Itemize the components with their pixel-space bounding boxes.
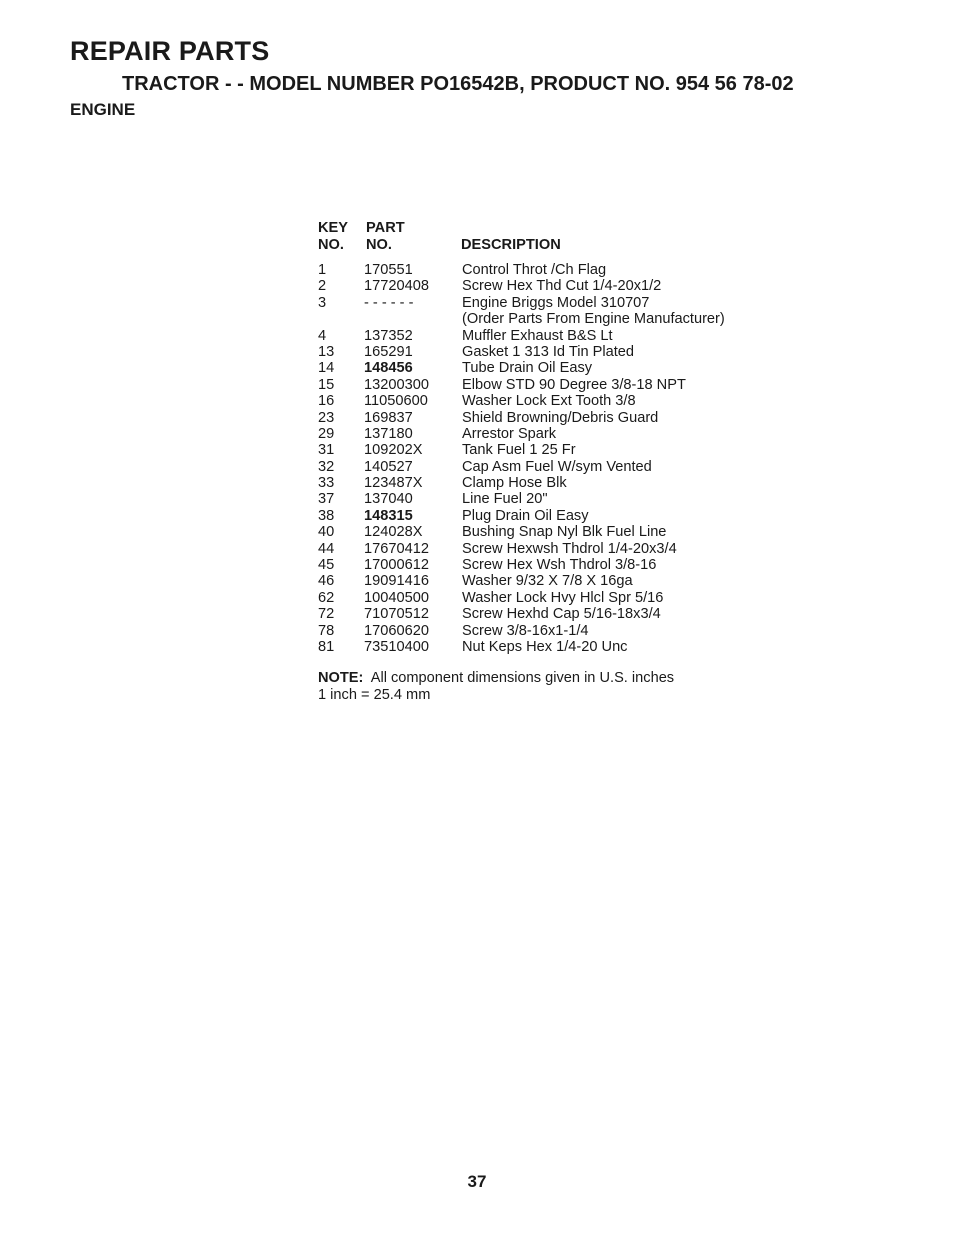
table-row bbox=[318, 410, 674, 426]
part-number: 137352 bbox=[364, 327, 413, 344]
key-number: 45 bbox=[318, 557, 335, 574]
part-description: Tank Fuel 1 25 Fr bbox=[462, 442, 576, 459]
part-number: 13200300 bbox=[364, 376, 429, 393]
part-number: 17720408 bbox=[364, 278, 429, 295]
key-number: 46 bbox=[318, 573, 335, 590]
part-description: Engine Briggs Model 310707 bbox=[462, 294, 650, 311]
table-row bbox=[318, 278, 674, 294]
part-header-line1: PART bbox=[366, 220, 405, 236]
part-number: 148456 bbox=[364, 360, 413, 377]
part-description: Control Throt /Ch Flag bbox=[462, 262, 607, 278]
table-row bbox=[318, 360, 674, 376]
table-row bbox=[318, 459, 674, 475]
key-number: 23 bbox=[318, 409, 335, 426]
dimension-note bbox=[318, 670, 674, 703]
table-row bbox=[318, 606, 674, 622]
part-description-line2: (Order Parts From Engine Manufacturer) bbox=[462, 311, 725, 328]
key-number: 72 bbox=[318, 606, 335, 623]
table-row bbox=[318, 573, 674, 589]
key-header-line2: NO. bbox=[318, 237, 344, 253]
key-number: 4 bbox=[318, 327, 327, 344]
key-number: 33 bbox=[318, 475, 335, 492]
part-number: 124028X bbox=[364, 524, 423, 541]
key-number: 2 bbox=[318, 278, 327, 295]
part-description: Gasket 1 313 Id Tin Plated bbox=[462, 343, 634, 360]
key-number: 31 bbox=[318, 442, 335, 459]
note-label: NOTE: bbox=[318, 670, 364, 687]
part-description: Nut Keps Hex 1/4-20 Unc bbox=[462, 639, 628, 655]
model-subtitle: TRACTOR - - MODEL NUMBER PO16542B, PRODUCT NO. 954 56 78-02 bbox=[122, 73, 794, 95]
description-header: DESCRIPTION bbox=[461, 237, 561, 253]
table-row bbox=[318, 590, 674, 606]
part-number: 170551 bbox=[364, 262, 413, 278]
key-number: 3 bbox=[318, 294, 327, 311]
part-number: 11050600 bbox=[364, 393, 428, 410]
part-number: - - - - - - bbox=[364, 294, 414, 311]
part-number: 19091416 bbox=[364, 573, 429, 590]
part-number: 169837 bbox=[364, 409, 413, 426]
table-row bbox=[318, 508, 674, 524]
key-number: 16 bbox=[318, 393, 335, 410]
key-number: 29 bbox=[318, 425, 335, 442]
part-number: 17060620 bbox=[364, 622, 429, 639]
part-number: 17000612 bbox=[364, 557, 429, 574]
part-number: 10040500 bbox=[364, 589, 429, 606]
page-number: 37 bbox=[467, 1172, 487, 1191]
parts-list bbox=[318, 220, 725, 703]
part-description: Screw Hex Wsh Thdrol 3/8-16 bbox=[462, 557, 657, 574]
note-text: All component dimensions given in U.S. inches bbox=[370, 670, 675, 687]
table-row bbox=[318, 426, 674, 442]
part-number: 17670412 bbox=[364, 540, 429, 557]
key-header-line1: KEY bbox=[318, 220, 349, 236]
key-number: 15 bbox=[318, 376, 335, 393]
key-number: 62 bbox=[318, 589, 335, 606]
key-number: 1 bbox=[318, 262, 327, 278]
table-row bbox=[318, 639, 674, 655]
table-row bbox=[318, 491, 674, 507]
key-number: 44 bbox=[318, 540, 335, 557]
table-row bbox=[318, 623, 674, 639]
table-row bbox=[318, 540, 677, 557]
part-description: Shield Browning/Debris Guard bbox=[462, 409, 659, 426]
part-description: Screw Hex Thd Cut 1/4-20x1/2 bbox=[462, 278, 662, 295]
part-description: Bushing Snap Nyl Blk Fuel Line bbox=[462, 524, 667, 541]
part-number: 109202X bbox=[364, 442, 423, 459]
part-header-line2: NO. bbox=[366, 237, 392, 253]
part-description: Line Fuel 20" bbox=[462, 491, 548, 508]
part-number: 123487X bbox=[364, 475, 423, 492]
table-row bbox=[318, 376, 686, 393]
key-number: 32 bbox=[318, 458, 335, 475]
parts-table-body bbox=[318, 262, 725, 655]
note-conversion: 1 inch = 25.4 mm bbox=[318, 686, 431, 703]
part-description: Tube Drain Oil Easy bbox=[462, 360, 593, 377]
part-number: 148315 bbox=[364, 507, 413, 524]
part-number: 137180 bbox=[364, 425, 413, 442]
table-row bbox=[318, 328, 674, 344]
part-description: Arrestor Spark bbox=[462, 425, 557, 442]
key-number: 40 bbox=[318, 524, 335, 541]
table-row bbox=[318, 393, 674, 409]
part-description: Screw Hexhd Cap 5/16-18x3/4 bbox=[462, 606, 661, 623]
table-row bbox=[318, 475, 674, 491]
page-title: REPAIR PARTS bbox=[70, 36, 270, 66]
table-row bbox=[318, 557, 674, 573]
part-number: 71070512 bbox=[364, 606, 429, 623]
part-description: Washer 9/32 X 7/8 X 16ga bbox=[462, 573, 633, 590]
part-description: Muffler Exhaust B&S Lt bbox=[462, 327, 613, 344]
part-description: Screw Hexwsh Thdrol 1/4-20x3/4 bbox=[462, 540, 677, 557]
key-number: 13 bbox=[318, 343, 335, 360]
table-row bbox=[318, 442, 674, 458]
table-row bbox=[318, 262, 674, 278]
part-description: Cap Asm Fuel W/sym Vented bbox=[462, 458, 652, 475]
part-description: Clamp Hose Blk bbox=[462, 475, 567, 492]
part-description: Plug Drain Oil Easy bbox=[462, 507, 589, 524]
part-description: Washer Lock Ext Tooth 3/8 bbox=[462, 393, 636, 410]
part-number: 165291 bbox=[364, 343, 413, 360]
key-number: 14 bbox=[318, 360, 335, 377]
part-description: Screw 3/8-16x1-1/4 bbox=[462, 622, 589, 639]
section-heading: ENGINE bbox=[70, 100, 136, 119]
part-number: 73510400 bbox=[364, 639, 429, 655]
key-number: 81 bbox=[318, 639, 335, 655]
table-row bbox=[318, 294, 725, 328]
table-row bbox=[318, 524, 674, 540]
parts-table-header bbox=[318, 220, 674, 254]
key-number: 78 bbox=[318, 622, 335, 639]
key-number: 38 bbox=[318, 507, 335, 524]
part-number: 137040 bbox=[364, 491, 413, 508]
part-description: Washer Lock Hvy Hlcl Spr 5/16 bbox=[462, 589, 664, 606]
part-description: Elbow STD 90 Degree 3/8-18 NPT bbox=[462, 376, 686, 393]
key-number: 37 bbox=[318, 491, 335, 508]
part-number: 140527 bbox=[364, 458, 413, 475]
table-row bbox=[318, 344, 674, 360]
